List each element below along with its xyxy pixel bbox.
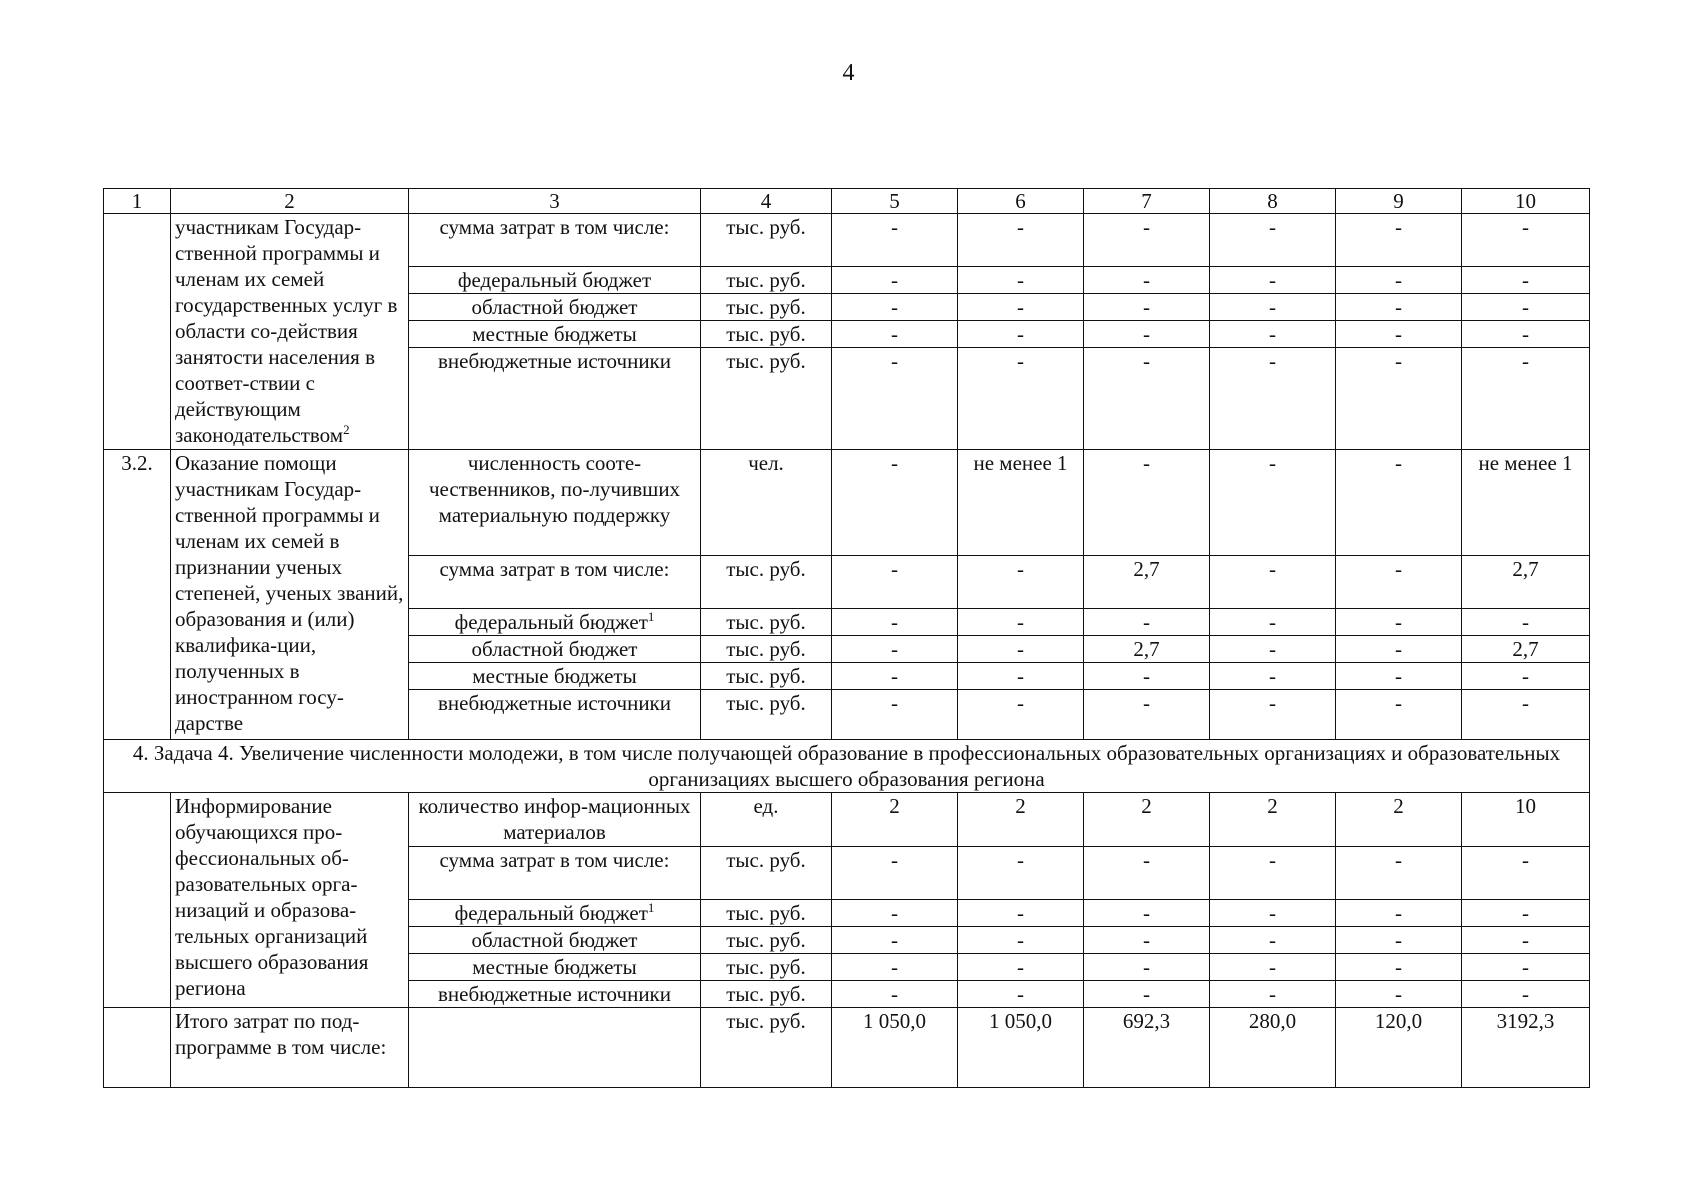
value-cell: - [832,214,958,267]
indicator-cell [409,1008,701,1088]
value-cell: - [1210,214,1336,267]
value-cell: - [1084,214,1210,267]
indicator-cell [409,267,701,294]
value-cell: - [832,636,958,663]
measure-name-cell [171,793,409,1008]
header-cell: 2 [171,189,409,214]
header-cell: 5 [832,189,958,214]
value-cell: - [1336,690,1462,740]
value-cell: - [832,267,958,294]
indicator-cell [409,636,701,663]
value-cell: 1 050,0 [958,1008,1084,1088]
indicator-text: сумма затрат в том числе: [439,557,670,581]
indicator-cell [409,609,701,636]
value-cell: - [1210,556,1336,609]
value-cell: - [958,267,1084,294]
table-row [104,793,1590,847]
indicator-cell [409,900,701,927]
value-cell: 2 [1336,793,1462,847]
indicator-cell [409,663,701,690]
unit-cell: тыс. руб. [701,348,832,450]
header-cell: 6 [958,189,1084,214]
value-cell: - [1336,981,1462,1008]
value-cell: - [1084,267,1210,294]
value-cell: - [1210,348,1336,450]
value-cell: - [1462,214,1590,267]
value-cell: - [958,900,1084,927]
value-cell: - [1210,690,1336,740]
row-number-cell [104,793,171,1008]
value-cell: 2 [1210,793,1336,847]
value-cell: - [832,847,958,900]
value-cell: - [1210,294,1336,321]
unit-cell: тыс. руб. [701,609,832,636]
unit-cell: тыс. руб. [701,847,832,900]
value-cell: - [1462,900,1590,927]
indicator-text: областной бюджет [471,928,638,952]
value-cell: - [1210,900,1336,927]
value-cell: - [1084,609,1210,636]
value-cell: - [1084,690,1210,740]
value-cell: 1 050,0 [832,1008,958,1088]
indicator-cell [409,847,701,900]
measure-name-cell [171,450,409,740]
value-cell: - [1462,663,1590,690]
value-cell: - [1462,267,1590,294]
value-cell: 2 [1084,793,1210,847]
header-cell: 7 [1084,189,1210,214]
value-cell: - [1336,954,1462,981]
value-cell: - [958,663,1084,690]
value-cell: 2,7 [1462,636,1590,663]
unit-cell: тыс. руб. [701,954,832,981]
value-cell: - [1084,294,1210,321]
measure-name-text: участникам Государ-ственной программы и членам их семей государственных услуг в области со-действия занятости населения в соответ-ствии с действующим законодательством [175,215,398,447]
value-cell: - [1336,348,1462,450]
value-cell: - [1210,636,1336,663]
value-cell: - [832,348,958,450]
indicator-text: внебюджетные источники [437,349,671,373]
value-cell: 2,7 [1462,556,1590,609]
unit-cell: тыс. руб. [701,690,832,740]
value-cell: - [958,636,1084,663]
indicator-text: количество инфор-мационных материалов [418,794,691,844]
table-row [104,214,1590,267]
value-cell: - [1084,450,1210,556]
row-number-cell [104,1008,171,1088]
header-cell: 3 [409,189,701,214]
value-cell: - [1336,636,1462,663]
value-cell: - [832,321,958,348]
indicator-text: областной бюджет [471,295,638,319]
value-cell: 692,3 [1084,1008,1210,1088]
value-cell: - [1084,954,1210,981]
value-cell: - [832,981,958,1008]
value-cell: - [832,690,958,740]
budget-table [103,188,1590,1088]
value-cell: - [832,927,958,954]
value-cell: 280,0 [1210,1008,1336,1088]
value-cell: - [1336,847,1462,900]
value-cell: - [1210,663,1336,690]
unit-cell: тыс. руб. [701,294,832,321]
header-cell: 10 [1462,189,1590,214]
value-cell: - [832,450,958,556]
indicator-cell [409,214,701,267]
indicator-text: областной бюджет [471,637,638,661]
value-cell: - [832,556,958,609]
value-cell: - [1210,927,1336,954]
value-cell: - [958,954,1084,981]
footnote-mark: 1 [647,609,655,624]
value-cell: - [1210,954,1336,981]
value-cell: - [1462,847,1590,900]
value-cell: - [958,927,1084,954]
row-number-cell: 3.2. [104,450,171,740]
value-cell: - [1210,450,1336,556]
value-cell: - [1210,609,1336,636]
indicator-text: численность сооте-чественников, по-лучивших материальную поддержку [428,451,681,527]
indicator-text: федеральный бюджет [457,268,652,292]
footnote-mark: 1 [647,900,655,915]
value-cell: - [1336,294,1462,321]
value-cell: - [1462,294,1590,321]
indicator-text: внебюджетные источники [437,691,671,715]
value-cell: - [958,348,1084,450]
task-heading-row [104,740,1590,793]
unit-cell: чел. [701,450,832,556]
value-cell: - [1336,450,1462,556]
unit-cell: тыс. руб. [701,214,832,267]
value-cell: - [832,900,958,927]
unit-cell: тыс. руб. [701,321,832,348]
row-number-cell [104,214,171,450]
indicator-text: сумма затрат в том числе: [439,215,670,239]
value-cell: не менее 1 [1462,450,1590,556]
indicator-cell [409,321,701,348]
header-cell: 8 [1210,189,1336,214]
value-cell: - [1210,267,1336,294]
indicator-cell [409,294,701,321]
value-cell: - [1084,663,1210,690]
measure-name-text: Оказание помощи участникам Государ-ственной программы и членам их семей в признании ученых степеней, ученых званий, образования и (или) квалифика-ции, полученных в иностранном госу-дарстве [175,451,404,735]
header-cell: 4 [701,189,832,214]
value-cell: - [832,663,958,690]
value-cell: 2 [958,793,1084,847]
unit-cell: тыс. руб. [701,900,832,927]
value-cell: - [958,214,1084,267]
table-row [104,450,1590,556]
value-cell: 10 [1462,793,1590,847]
total-row [104,1008,1590,1088]
indicator-text: федеральный бюджет [454,901,648,925]
value-cell: - [958,847,1084,900]
value-cell: 120,0 [1336,1008,1462,1088]
value-cell: 2 [832,793,958,847]
indicator-cell [409,927,701,954]
value-cell: - [1084,927,1210,954]
value-cell: 2,7 [1084,556,1210,609]
value-cell: 2,7 [1084,636,1210,663]
value-cell: - [1336,927,1462,954]
measure-name-cell [171,214,409,450]
value-cell: - [1084,321,1210,348]
value-cell: - [958,321,1084,348]
value-cell: - [832,294,958,321]
unit-cell: тыс. руб. [701,556,832,609]
task-heading: 4. Задача 4. Увеличение численности молодежи, в том числе получающей образование в профессиональных образовательных организациях и образовательных организациях высшего образования региона [104,740,1590,793]
indicator-text: сумма затрат в том числе: [439,848,670,872]
footnote-mark: 2 [343,422,350,437]
indicator-cell [409,556,701,609]
indicator-cell [409,793,701,847]
value-cell: 3192,3 [1462,1008,1590,1088]
value-cell: - [1336,900,1462,927]
value-cell: - [958,690,1084,740]
value-cell: - [1462,348,1590,450]
value-cell: - [958,981,1084,1008]
value-cell: - [1210,321,1336,348]
indicator-text: федеральный бюджет [454,610,648,634]
value-cell: - [1336,556,1462,609]
indicator-text: местные бюджеты [472,664,637,688]
measure-name-text: Информирование обучающихся про-фессиональных об-разовательных орга-низаций и образова-тельных организаций высшего образования региона [175,794,369,1000]
total-label-cell: Итого затрат по под-программе в том числе: [171,1008,409,1088]
unit-cell: тыс. руб. [701,1008,832,1088]
value-cell: - [958,294,1084,321]
unit-cell: тыс. руб. [701,927,832,954]
indicator-cell [409,690,701,740]
indicator-cell [409,954,701,981]
indicator-text: внебюджетные источники [437,982,671,1006]
value-cell: - [1462,690,1590,740]
indicator-text: местные бюджеты [472,955,637,979]
value-cell: - [958,556,1084,609]
value-cell: - [1336,214,1462,267]
value-cell: - [1462,981,1590,1008]
indicator-cell [409,981,701,1008]
value-cell: - [1462,927,1590,954]
value-cell: - [1084,348,1210,450]
value-cell: - [1462,954,1590,981]
value-cell: - [1336,321,1462,348]
value-cell: - [958,609,1084,636]
unit-cell: ед. [701,793,832,847]
indicator-text: местные бюджеты [472,322,637,346]
value-cell: - [1084,847,1210,900]
indicator-cell [409,450,701,556]
value-cell: - [1336,663,1462,690]
value-cell: - [1336,609,1462,636]
table-header-row [104,189,1590,214]
unit-cell: тыс. руб. [701,981,832,1008]
value-cell: - [832,954,958,981]
value-cell: - [1462,609,1590,636]
header-cell: 9 [1336,189,1462,214]
header-cell: 1 [104,189,171,214]
value-cell: - [832,609,958,636]
value-cell: - [1210,847,1336,900]
value-cell: - [1336,267,1462,294]
page-number: 4 [842,60,855,86]
value-cell: - [1462,321,1590,348]
value-cell: - [1210,981,1336,1008]
unit-cell: тыс. руб. [701,636,832,663]
value-cell: не менее 1 [958,450,1084,556]
unit-cell: тыс. руб. [701,663,832,690]
indicator-cell [409,348,701,450]
value-cell: - [1084,981,1210,1008]
unit-cell: тыс. руб. [701,267,832,294]
value-cell: - [1084,900,1210,927]
